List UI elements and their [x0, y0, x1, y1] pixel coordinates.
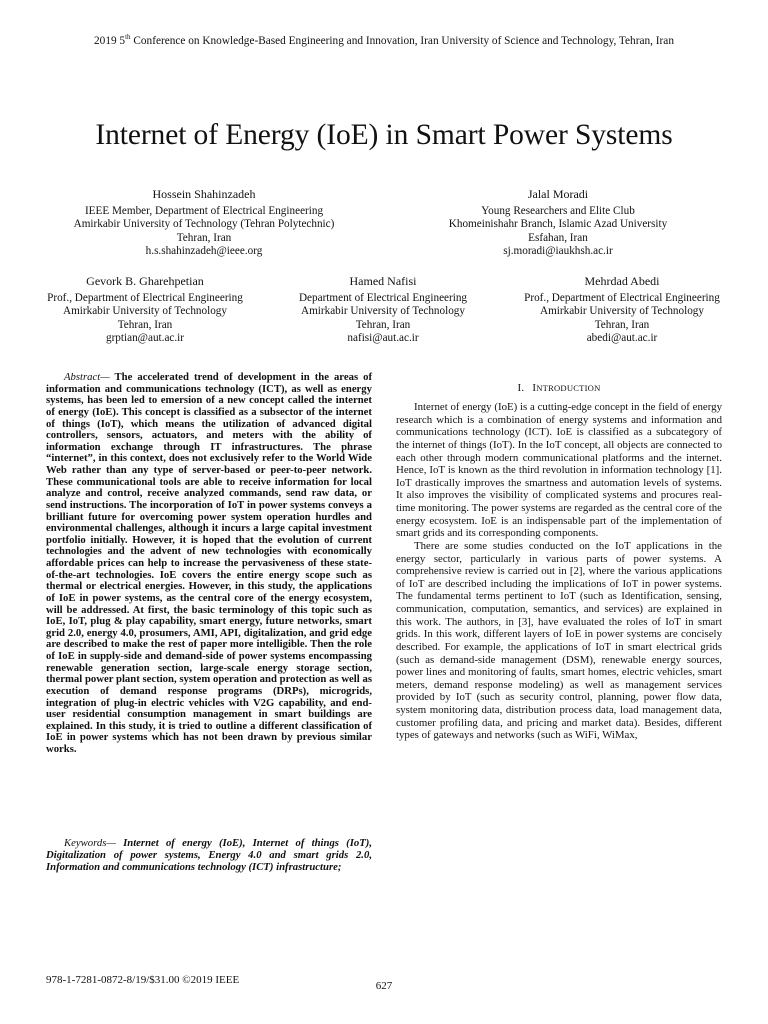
author-email[interactable]: grptian@aut.ac.ir: [105, 332, 185, 345]
author-block: [32, 275, 258, 346]
author-affiliation: Department of Electrical Engineering: [298, 291, 468, 304]
author-block: [36, 188, 372, 259]
introduction-body: [396, 401, 722, 742]
paragraph: Internet of energy (IoE) is a cutting-edge concept in the field of energy research which is a combination of energy systems and information and communications technology (ICT). IoE is classified as a subcategory of the internet of things (IoT). In the IoT concept, all objects are connected to each other through modern communicational platforms and the internet. Hence, IoT is known as the third revolution in information technology [1]. IoT drastically improves the smartness and automation levels of systems. It also improves the visibility of complicated systems and procures real-time monitoring. The power systems are regarded as the central core of the energy ecosystem. IoE is an indispensable part of the implementation of smart grids and its corresponding components.: [396, 401, 722, 540]
author-affiliation: Young Researchers and Elite Club: [481, 204, 635, 217]
section-heading: [396, 382, 722, 394]
author-block: [408, 188, 708, 259]
author-location: Tehran, Iran: [594, 318, 650, 331]
author-affiliation: Amirkabir University of Technology: [301, 305, 465, 318]
author-affiliation: Amirkabir University of Technology: [540, 305, 704, 318]
author-location: Tehran, Iran: [355, 318, 411, 331]
author-email[interactable]: h.s.shahinzadeh@ieee.org: [145, 245, 263, 258]
keywords-label: Keywords—: [64, 837, 116, 849]
section-title-initial: I: [532, 382, 537, 394]
author-name: Mehrdad Abedi: [584, 274, 660, 288]
abstract-text: The accelerated trend of development in the areas of information and communications technology (ICT), as well as energy systems, has been led to emersion of a new concept called the internet of energy (IoE). This concept is classified as a subsector of the internet of things (IoT), which means the utilization of advanced digital controllers, sensors, actuators, and meters with the ability of information exchange through IT infrastructures. The phrase “internet”, in this context, does not exclusively refer to the World Wide Web rather than any type of server-based or peer-to-peer network. These communicational tools are able to receive information for local analyze and control, receive analyzed commands, send raw data, or send instructions. The incorporation of IoT in power systems conveys a brilliant future for overcoming power system operation hurdles and environmental challenges, although it incurs a large capital investment portfolio initially. However, it is hoped that the evolution of current technologies and the advent of new technologies with economically affordable prices can help to increase the pervasiveness of these state-of-the-art technologies. IoE covers the entire energy scope such as thermal or electrical energies. However, in this study, the applications of IoE in power systems, as the central core of the energy ecosystem, will be addressed. At first, the basic terminology of this topic such as IoE, IoT, plug & play capability, smart energy, future networks, smart grid 2.0, energy 4.0, prosumers, AMI, API, digitalization, and grid edge are described to make the rest of paper more intelligible. Then the role of IoE in supply-side and demand-side of power systems encompassing renewable generation section, large-scale energy storage section, thermal power plant section, system operation and protection as well as execution of demand response programs (DRPs), microgrids, integration of plug-in electric vehicles with V2G capability, and end-user residential consumption management in smart buildings are explained. In this study, it is tried to outline a different classification of IoE in power systems which has not been drawn by previous similar works.: [46, 371, 372, 755]
copyright-footer: 978-1-7281-0872-8/19/$31.00 ©2019 IEEE: [46, 974, 240, 986]
author-email[interactable]: sj.moradi@iaukhsh.ac.ir: [503, 245, 613, 258]
author-affiliation: IEEE Member, Department of Electrical Engineering: [84, 204, 324, 217]
author-affiliation: Amirkabir University of Technology: [63, 305, 227, 318]
author-name: Hossein Shahinzadeh: [152, 187, 256, 201]
paragraph: There are some studies conducted on the IoT applications in the energy sector, particularly in various parts of power systems. A comprehensive review is carried out in [2], where the various applications of IoT are described including the implications of IoT in power systems. The fundamental terms pertinent to IoT (such as Identification, sensing, communication, computation, semantics, and services) are explained in this work. The authors, in [3], have evaluated the roles of IoT in smart grids. In this work, different layers of IoE in power systems are concisely described. For example, the applications of IoT in smart electrical grids (such as demand-side management (DSM), renewable energy sources, power lines and monitoring of faults, smart homes, electric vehicles, smart meters, demand response modeling) as well as management services provided by IoT (such as security control, planning, power flow data, system monitoring data, distribution process data, load management data, customer profiling data, and pricing and market data). Besides, different types of gateways and networks (such as WiFi, WiMax,: [396, 539, 722, 742]
keywords: [46, 838, 372, 874]
conference-ordinal-suffix: th: [125, 33, 131, 41]
author-affiliation: Amirkabir University of Technology (Tehran Polytechnic): [73, 218, 335, 231]
author-location: Esfahan, Iran: [528, 231, 588, 244]
section-number: I.: [517, 382, 525, 394]
author-block: [270, 275, 496, 346]
conference-year: 2019 5: [94, 34, 126, 47]
abstract-label: Abstract—: [64, 371, 110, 383]
author-location: Tehran, Iran: [176, 231, 232, 244]
author-name: Hamed Nafisi: [349, 274, 417, 288]
section-title-rest: NTRODUCTION: [536, 383, 601, 393]
conference-header: [40, 33, 728, 47]
page-number: 627: [375, 980, 393, 992]
author-name: Gevork B. Gharehpetian: [86, 274, 204, 288]
keywords-text: Internet of energy (IoE), Internet of things (IoT), Digitalization of power systems, Energy 4.0 and smart grids 2.0, Information and communications technology (ICT) infrastructure;: [46, 837, 372, 873]
author-affiliation: Prof., Department of Electrical Engineering: [524, 291, 720, 304]
author-block: [508, 275, 736, 346]
author-name: Jalal Moradi: [527, 187, 589, 201]
paper-title: Internet of Energy (IoE) in Smart Power Systems: [95, 119, 673, 151]
author-email[interactable]: nafisi@aut.ac.ir: [347, 332, 419, 345]
author-email[interactable]: abedi@aut.ac.ir: [586, 332, 658, 345]
author-affiliation: Prof., Department of Electrical Engineering: [47, 291, 243, 304]
conference-name: Conference on Knowledge-Based Engineering and Innovation, Iran University of Science and Technology, Tehran, Iran: [130, 34, 674, 47]
author-location: Tehran, Iran: [117, 318, 173, 331]
author-affiliation: Khomeinishahr Branch, Islamic Azad University: [448, 218, 668, 231]
abstract: [46, 372, 372, 756]
